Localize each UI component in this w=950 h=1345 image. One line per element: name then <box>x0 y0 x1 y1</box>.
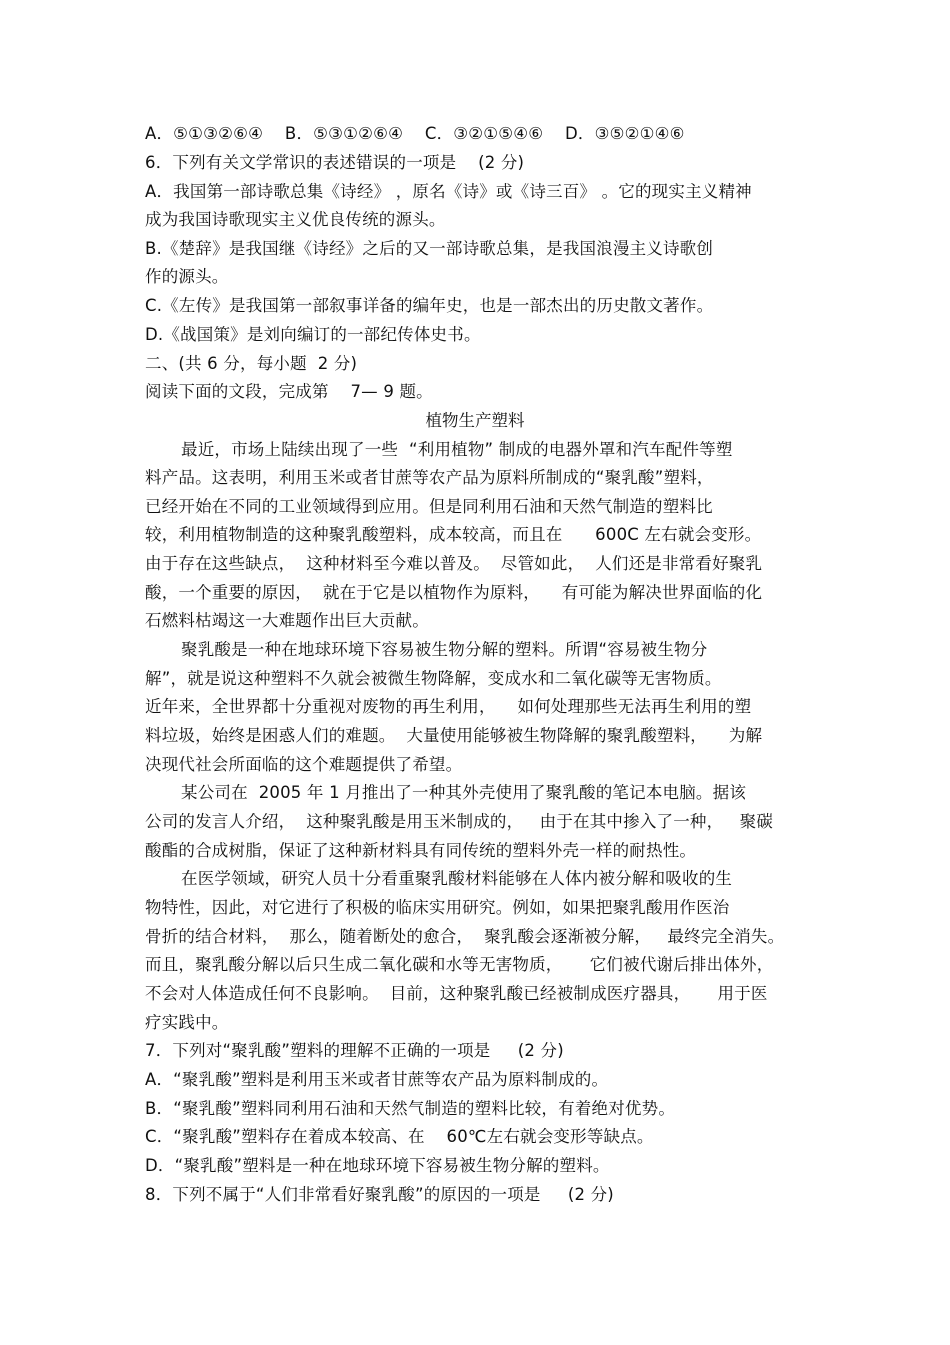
q5-options: A．⑤①③②⑥④ B．⑤③①②⑥④ C．③②①⑤④⑥ D．③⑤②①④⑥ <box>145 124 685 143</box>
article-line: 最近，市场上陆续出现了一些 “利用植物” 制成的电器外罩和汽车配件等塑 <box>181 440 733 459</box>
article-line: 疗实践中。 <box>145 1013 229 1032</box>
article-line: 决现代社会所面临的这个难题提供了希望。 <box>145 755 463 774</box>
article-line: 酸，一个重要的原因， 就在于它是以植物作为原料， 有可能为解决世界面临的化 <box>145 583 763 602</box>
section2-instruction: 阅读下面的文段，完成第 7— 9 题。 <box>145 382 433 401</box>
article-line: 已经开始在不同的工业领域得到应用。但是同利用石油和天然气制造的塑料比 <box>145 497 713 516</box>
q6-stem: 6．下列有关文学常识的表述错误的一项是 (2 分) <box>145 153 525 172</box>
article-line: 聚乳酸是一种在地球环境下容易被生物分解的塑料。所谓“容易被生物分 <box>181 640 708 659</box>
q8-stem: 8．下列不属于“人们非常看好聚乳酸”的原因的一项是 (2 分) <box>145 1185 614 1204</box>
article-line: 酸酯的合成树脂，保证了这种新材料具有同传统的塑料外壳一样的耐热性。 <box>145 841 697 860</box>
q6-option-c: C.《左传》是我国第一部叙事详备的编年史，也是一部杰出的历史散文著作。 <box>145 296 714 315</box>
q7-option-a: A．“聚乳酸”塑料是利用玉米或者甘蔗等农产品为原料制成的。 <box>145 1070 609 1089</box>
article-line: 某公司在 2005 年 1 月推出了一种其外壳使用了聚乳酸的笔记本电脑。据该 <box>181 783 747 802</box>
article-line: 较，利用植物制造的这种聚乳酸塑料，成本较高，而且在 600C 左右就会变形。 <box>145 525 762 544</box>
section2-heading: 二、(共 6 分，每小题 2 分) <box>145 354 358 373</box>
article-line: 公司的发言人介绍， 这种聚乳酸是用玉米制成的， 由于在其中掺入了一种， 聚碳 <box>145 812 774 831</box>
article-title: 植物生产塑料 <box>425 411 525 430</box>
q7-stem: 7．下列对“聚乳酸”塑料的理解不正确的一项是 (2 分) <box>145 1041 564 1060</box>
article-line: 由于存在这些缺点， 这种材料至今难以普及。 尽管如此， 人们还是非常看好聚乳 <box>145 554 763 573</box>
article-line: 近年来，全世界都十分重视对废物的再生利用， 如何处理那些无法再生利用的塑 <box>145 697 752 716</box>
article-line: 而且，聚乳酸分解以后只生成二氧化碳和水等无害物质， 它们被代谢后排出体外， <box>145 955 774 974</box>
q7-option-b: B．“聚乳酸”塑料同利用石油和天然气制造的塑料比较，有着绝对优势。 <box>145 1099 676 1118</box>
article-line: 物特性，因此，对它进行了积极的临床实用研究。例如，如果把聚乳酸用作医治 <box>145 898 730 917</box>
q6-option-d: D.《战国策》是刘向编订的一部纪传体史书。 <box>145 325 481 344</box>
article-line: 解”，就是说这种塑料不久就会被微生物降解，变成水和二氧化碳等无害物质。 <box>145 669 722 688</box>
q7-option-c: C．“聚乳酸”塑料存在着成本较高、在 60℃左右就会变形等缺点。 <box>145 1127 654 1146</box>
article-line: 骨折的结合材料， 那么，随着断处的愈合， 聚乳酸会逐渐被分解， 最终完全消失。 <box>145 927 785 946</box>
article-line: 料产品。这表明，利用玉米或者甘蔗等农产品为原料所制成的“聚乳酸”塑料， <box>145 468 714 487</box>
q6-option-b: B.《楚辞》是我国继《诗经》之后的又一部诗歌总集，是我国浪漫主义诗歌创 <box>145 239 714 258</box>
article-line: 石燃料枯竭这一大难题作出巨大贡献。 <box>145 611 429 630</box>
article-line: 不会对人体造成任何不良影响。 目前，这种聚乳酸已经被制成医疗器具， 用于医 <box>145 984 768 1003</box>
q7-option-d: D．“聚乳酸”塑料是一种在地球环境下容易被生物分解的塑料。 <box>145 1156 610 1175</box>
q6-option-a: A．我国第一部诗歌总集《诗经》 ，原名《诗》或《诗三百》 。它的现实主义精神 <box>145 182 752 201</box>
q6-option-b-cont: 作的源头。 <box>145 267 229 286</box>
article-line: 在医学领域，研究人员十分看重聚乳酸材料能够在人体内被分解和吸收的生 <box>181 869 733 888</box>
q6-option-a-cont: 成为我国诗歌现实主义优良传统的源头。 <box>145 210 446 229</box>
article-line: 料垃圾，始终是困惑人们的难题。 大量使用能够被生物降解的聚乳酸塑料， 为解 <box>145 726 763 745</box>
